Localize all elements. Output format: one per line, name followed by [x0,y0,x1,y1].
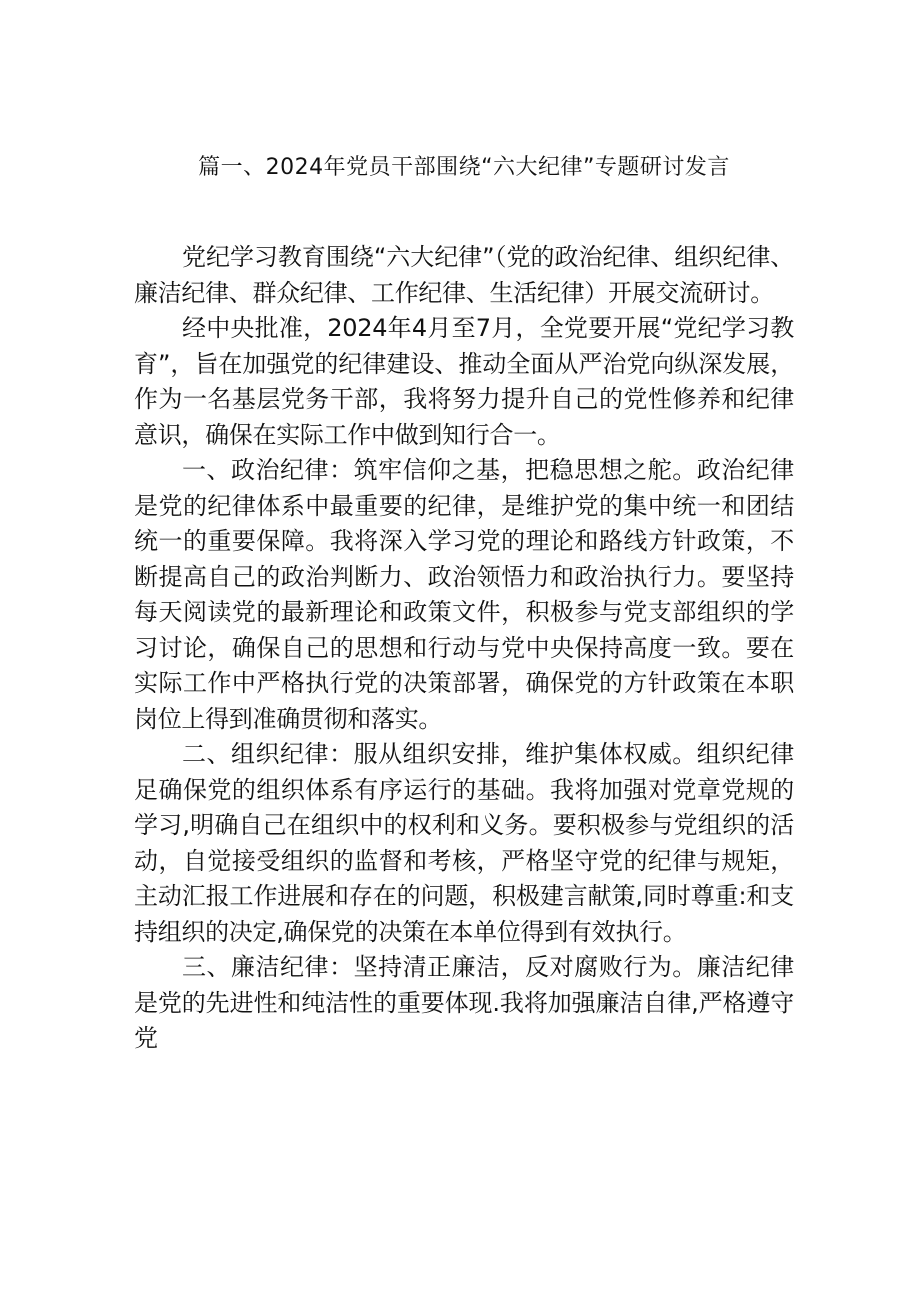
paragraph-background: 经中央批准，2024年4月至7月，全党要开展“党纪学习教育”，旨在加强党的纪律建设、推动全面从严治党向纵深发展，作为一名基层党务干部，我将努力提升自己的党性修养和纪律意识，确保在实际工作中做到知行合一。 [134,314,794,449]
document-title: 篇一、2024年党员干部围绕“六大纪律”专题研讨发言 [198,155,730,180]
paragraph-intro: 党纪学习教育围绕“六大纪律”（党的政治纪律、组织纪律、廉洁纪律、群众纪律、工作纪律、生活纪律）开展交流研讨。 [134,243,794,307]
paragraph-political-discipline: 一、政治纪律：筑牢信仰之基，把稳思想之舵。政治纪律是党的纪律体系中最重要的纪律，是维护党的集中统一和团结统一的重要保障。我将深入学习党的理论和路线方针政策，不断提高自己的政治判断力、政治领悟力和政治执行力。要坚持每天阅读党的最新理论和政策文件，积极参与党支部组织的学习讨论，确保自己的思想和行动与党中央保持高度一致。要在实际工作中严格执行党的决策部署，确保党的方针政策在本职岗位上得到准确贯彻和落实。 [134,456,794,733]
paragraph-organizational-discipline: 二、组织纪律：服从组织安排，维护集体权威。组织纪律足确保党的组织体系有序运行的基础。我将加强对党章党规的学习,明确自己在组织中的权利和义务。要积极参与党组织的活动，自觉接受组织的监督和考核，严格坚守党的纪律与规矩，主动汇报工作进展和存在的问题，积极建言献策,同时尊重:和支持组织的决定,确保党的决策在本单位得到有效执行。 [134,740,794,946]
paragraph-integrity-discipline: 三、廉洁纪律：坚持清正廉洁，反对腐败行为。廉洁纪律是党的先进性和纯洁性的重要体现.我将加强廉洁自律,严格遵守党 [134,953,794,1052]
